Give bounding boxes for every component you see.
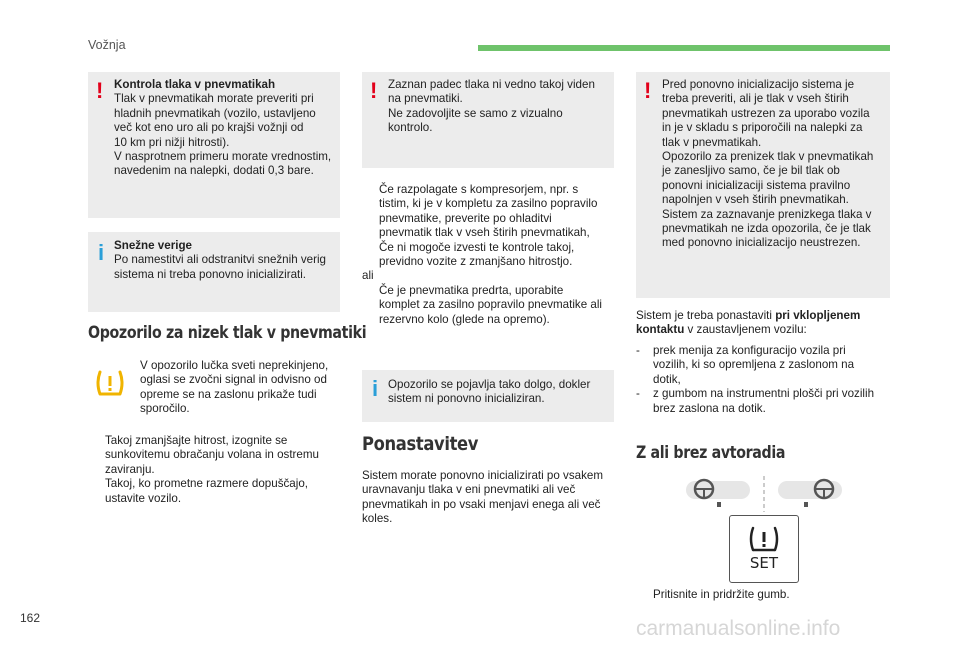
warning-persists-box: i Opozorilo se pojavlja tako dolgo, dokler sistem ni ponovno inicializiran.	[362, 370, 614, 422]
reset-methods	[636, 344, 874, 416]
dash-icon: -	[636, 344, 640, 357]
low-pressure-heading: Opozorilo za nizek tlak v pnevmatiki	[88, 323, 367, 342]
list-item: Če je pnevmatika predrta, uporabite komplet za zasilno popravilo pnevmatike ali rezervno kolo (glede na opremo).	[379, 283, 602, 326]
or-text: ali	[362, 269, 374, 283]
list-item: - z gumbom na instrumentni plošči pri vozilih brez zaslona na dotik.	[636, 387, 875, 415]
warning-exclamation-icon: !	[370, 78, 378, 103]
warning-description: V opozorilo lučka sveti neprekinjeno, oglasi se zvočni signal in odvisno od opreme se na zaslonu prikaže tudi sporočilo.	[140, 359, 329, 416]
dash-icon: -	[636, 387, 640, 401]
footer-watermark: carmanualsonline.info	[636, 617, 841, 640]
set-label: SET	[749, 554, 779, 572]
divider-dashes	[762, 476, 766, 512]
compressor-list	[362, 183, 602, 327]
pressure-drop-box: ! Zaznan padec tlaka ni vedno takoj viden na pnevmatiki. Ne zadovoljite se samo z vizualno kontrolo.	[362, 72, 614, 168]
tpms-set-button[interactable]	[729, 515, 799, 583]
reset-heading: Ponastavitev	[362, 433, 479, 455]
reset-conditions: Sistem je treba ponastaviti pri vklopljenem kontaktu v zaustavljenem vozilu:	[636, 309, 861, 337]
box-title: Kontrola tlaka v pnevmatikah	[114, 78, 276, 91]
reset-paragraph: Sistem morate ponovno inicializirati po vsakem uravnavanju tlaka v eni pnevmatiki ali več pnevmatikah in po vsaki menjavi enega ali več koles.	[362, 469, 603, 526]
list-item: Takoj zmanjšajte hitrost, izognite se sunkovitemu obračanju volana in ostremu zaviranju.	[105, 434, 319, 476]
action-list	[88, 434, 319, 506]
list-item: - prek menija za konfiguracijo vozila pri vozilih, ki so opremljena z zaslonom na dotik,	[636, 344, 855, 386]
steering-wheel-lhd-icon	[686, 475, 750, 507]
tire-pressure-icon	[748, 526, 780, 552]
section-header: Vožnja	[88, 38, 126, 52]
section-bar	[478, 45, 890, 51]
tire-pressure-warning-icon	[94, 369, 126, 397]
list-item: Če razpolagate s kompresorjem, npr. s tistim, ki je v kompletu za zasilno popravilo pnevmatike, preverite po ohladitvi pnevmatik tlak v vseh štirih pnevmatikah,	[379, 183, 598, 240]
steering-wheel-rhd-icon	[778, 475, 842, 507]
radio-heading: Z ali brez avtoradia	[636, 443, 786, 462]
info-icon: i	[98, 240, 105, 265]
list-item: Takoj, ko prometne razmere dopuščajo, ustavite vozilo.	[105, 477, 308, 505]
list-item: Če ni mogoče izvesti te kontrole takoj, previdno vozite z zmanjšano hitrostjo.	[379, 240, 575, 269]
warning-exclamation-icon: !	[644, 78, 652, 103]
warning-exclamation-icon: !	[96, 78, 104, 103]
tire-pressure-check-box: ! Kontrola tlaka v pnevmatikah Tlak v pnevmatikah morate preveriti pri hladnih pnevmatikah (vozilo, ustavljeno več kot eno uro ali po krajši vožnji od 10 km pri nižji hitrosti). V nasprotnem primeru morate vrednostim, navedenim na nalepki, dodati 0,3 bare.	[88, 72, 340, 218]
final-step	[636, 588, 790, 602]
snow-chains-box: i Snežne verige Po namestitvi ali odstranitvi snežnih verig sistema ni treba ponovno inicializirati.	[88, 232, 340, 312]
list-item: Pritisnite in pridržite gumb.	[653, 588, 790, 601]
before-reset-box: ! Pred ponovno inicializacijo sistema je treba preveriti, ali je tlak v vseh štirih pnevmatikah ustrezen za uporabo vozila in je v skladu s priporočili na nalepki za tlak v pnevmatikah. Opozorilo za prenizek tlak v pnevmatikah je zanesljivo samo, če je bil tlak ob ponovni inicializaciji sistema pravilno napolnjen v vseh štirih pnevmatikah. Sistem za zaznavanje prenizkega tlaka v pnevmatikah ne izda opozorila, če je tlak med ponovno inicializacijo neustrezen.	[636, 72, 890, 298]
info-icon: i	[372, 376, 379, 401]
page-number: 162	[20, 611, 41, 625]
